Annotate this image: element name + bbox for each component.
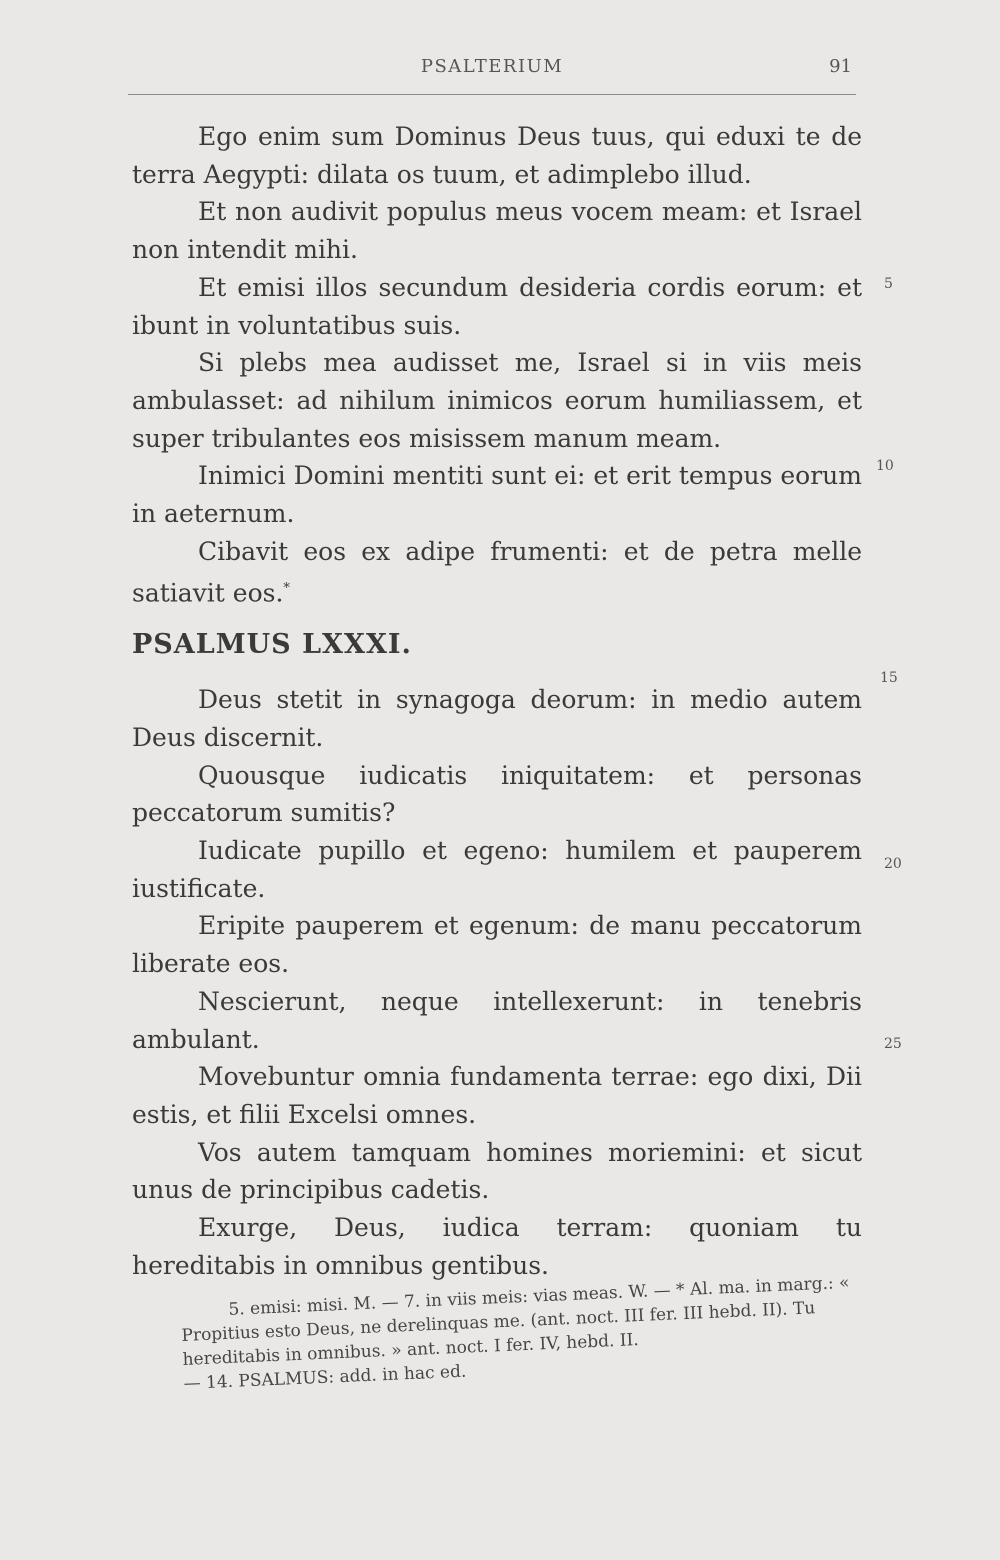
verse bbox=[132, 533, 862, 613]
asterisk-mark: * bbox=[283, 581, 290, 597]
verse: Et emisi illos secundum desideria cordis eorum: et ibunt in voluntatibus suis. bbox=[132, 272, 862, 340]
line-number: 10 bbox=[876, 458, 894, 474]
footnote: — 14. PSALMUS: add. in hac ed. bbox=[183, 1361, 467, 1394]
psalm-title: PSALMUS LXXXI. bbox=[132, 629, 412, 661]
verse: Eripite pauperem et egenum: de manu peccatorum liberate eos. bbox=[132, 911, 862, 979]
page-number: 91 bbox=[829, 56, 852, 77]
line-number: 5 bbox=[884, 276, 893, 292]
verse: Ego enim sum Dominus Deus tuus, qui eduxi te de terra Aegypti: dilata os tuum, et adimplebo illud. bbox=[132, 122, 862, 189]
verse: Nescierunt, neque intellexerunt: in tenebris ambulant. bbox=[132, 986, 862, 1054]
psalm-text bbox=[132, 118, 862, 1284]
verse: Deus stetit in synagoga deorum: in medio autem Deus discernit. bbox=[132, 685, 862, 752]
footnote: 5. emisi: misi. M. — 7. in viis meis: vias meas. W. — * Al. ma. in marg.: « Propitius esto Deus, ne derelinquas me. (ant. noct. III fer. III hebd. II). Tu hereditabis in omnibus. » ant. noct. I fer. IV, hebd. II. bbox=[181, 1272, 850, 1370]
verse-text: Cibavit eos ex adipe frumenti: et de petra melle satiavit eos. bbox=[132, 536, 862, 608]
verse: Si plebs mea audisset me, Israel si in viis meis ambulasset: ad nihilum inimicos eorum humiliassem, et super tribulantes eos misissem manum meam. bbox=[132, 348, 862, 453]
line-number: 20 bbox=[884, 856, 902, 872]
running-title: PSALTERIUM bbox=[420, 56, 564, 77]
line-number: 15 bbox=[880, 670, 898, 686]
verse: Exurge, Deus, iudica terram: quoniam tu hereditabis in omnibus gentibus. bbox=[132, 1213, 862, 1280]
line-number: 25 bbox=[884, 1036, 902, 1052]
verse: Quousque iudicatis iniquitatem: et personas peccatorum sumitis? bbox=[132, 760, 862, 828]
verse: Vos autem tamquam homines moriemini: et sicut unus de principibus cadetis. bbox=[132, 1137, 862, 1205]
verse: Et non audivit populus meus vocem meam: et Israel non intendit mihi. bbox=[132, 197, 862, 265]
footnotes bbox=[180, 1269, 884, 1395]
verse: Iudicate pupillo et egeno: humilem et pauperem iustificate. bbox=[132, 835, 862, 903]
verse: Inimici Domini mentiti sunt ei: et erit tempus eorum in aeternum. bbox=[132, 461, 862, 529]
running-head bbox=[128, 56, 856, 95]
verse: Movebuntur omnia fundamenta terrae: ego dixi, Dii estis, et filii Excelsi omnes. bbox=[132, 1062, 862, 1129]
